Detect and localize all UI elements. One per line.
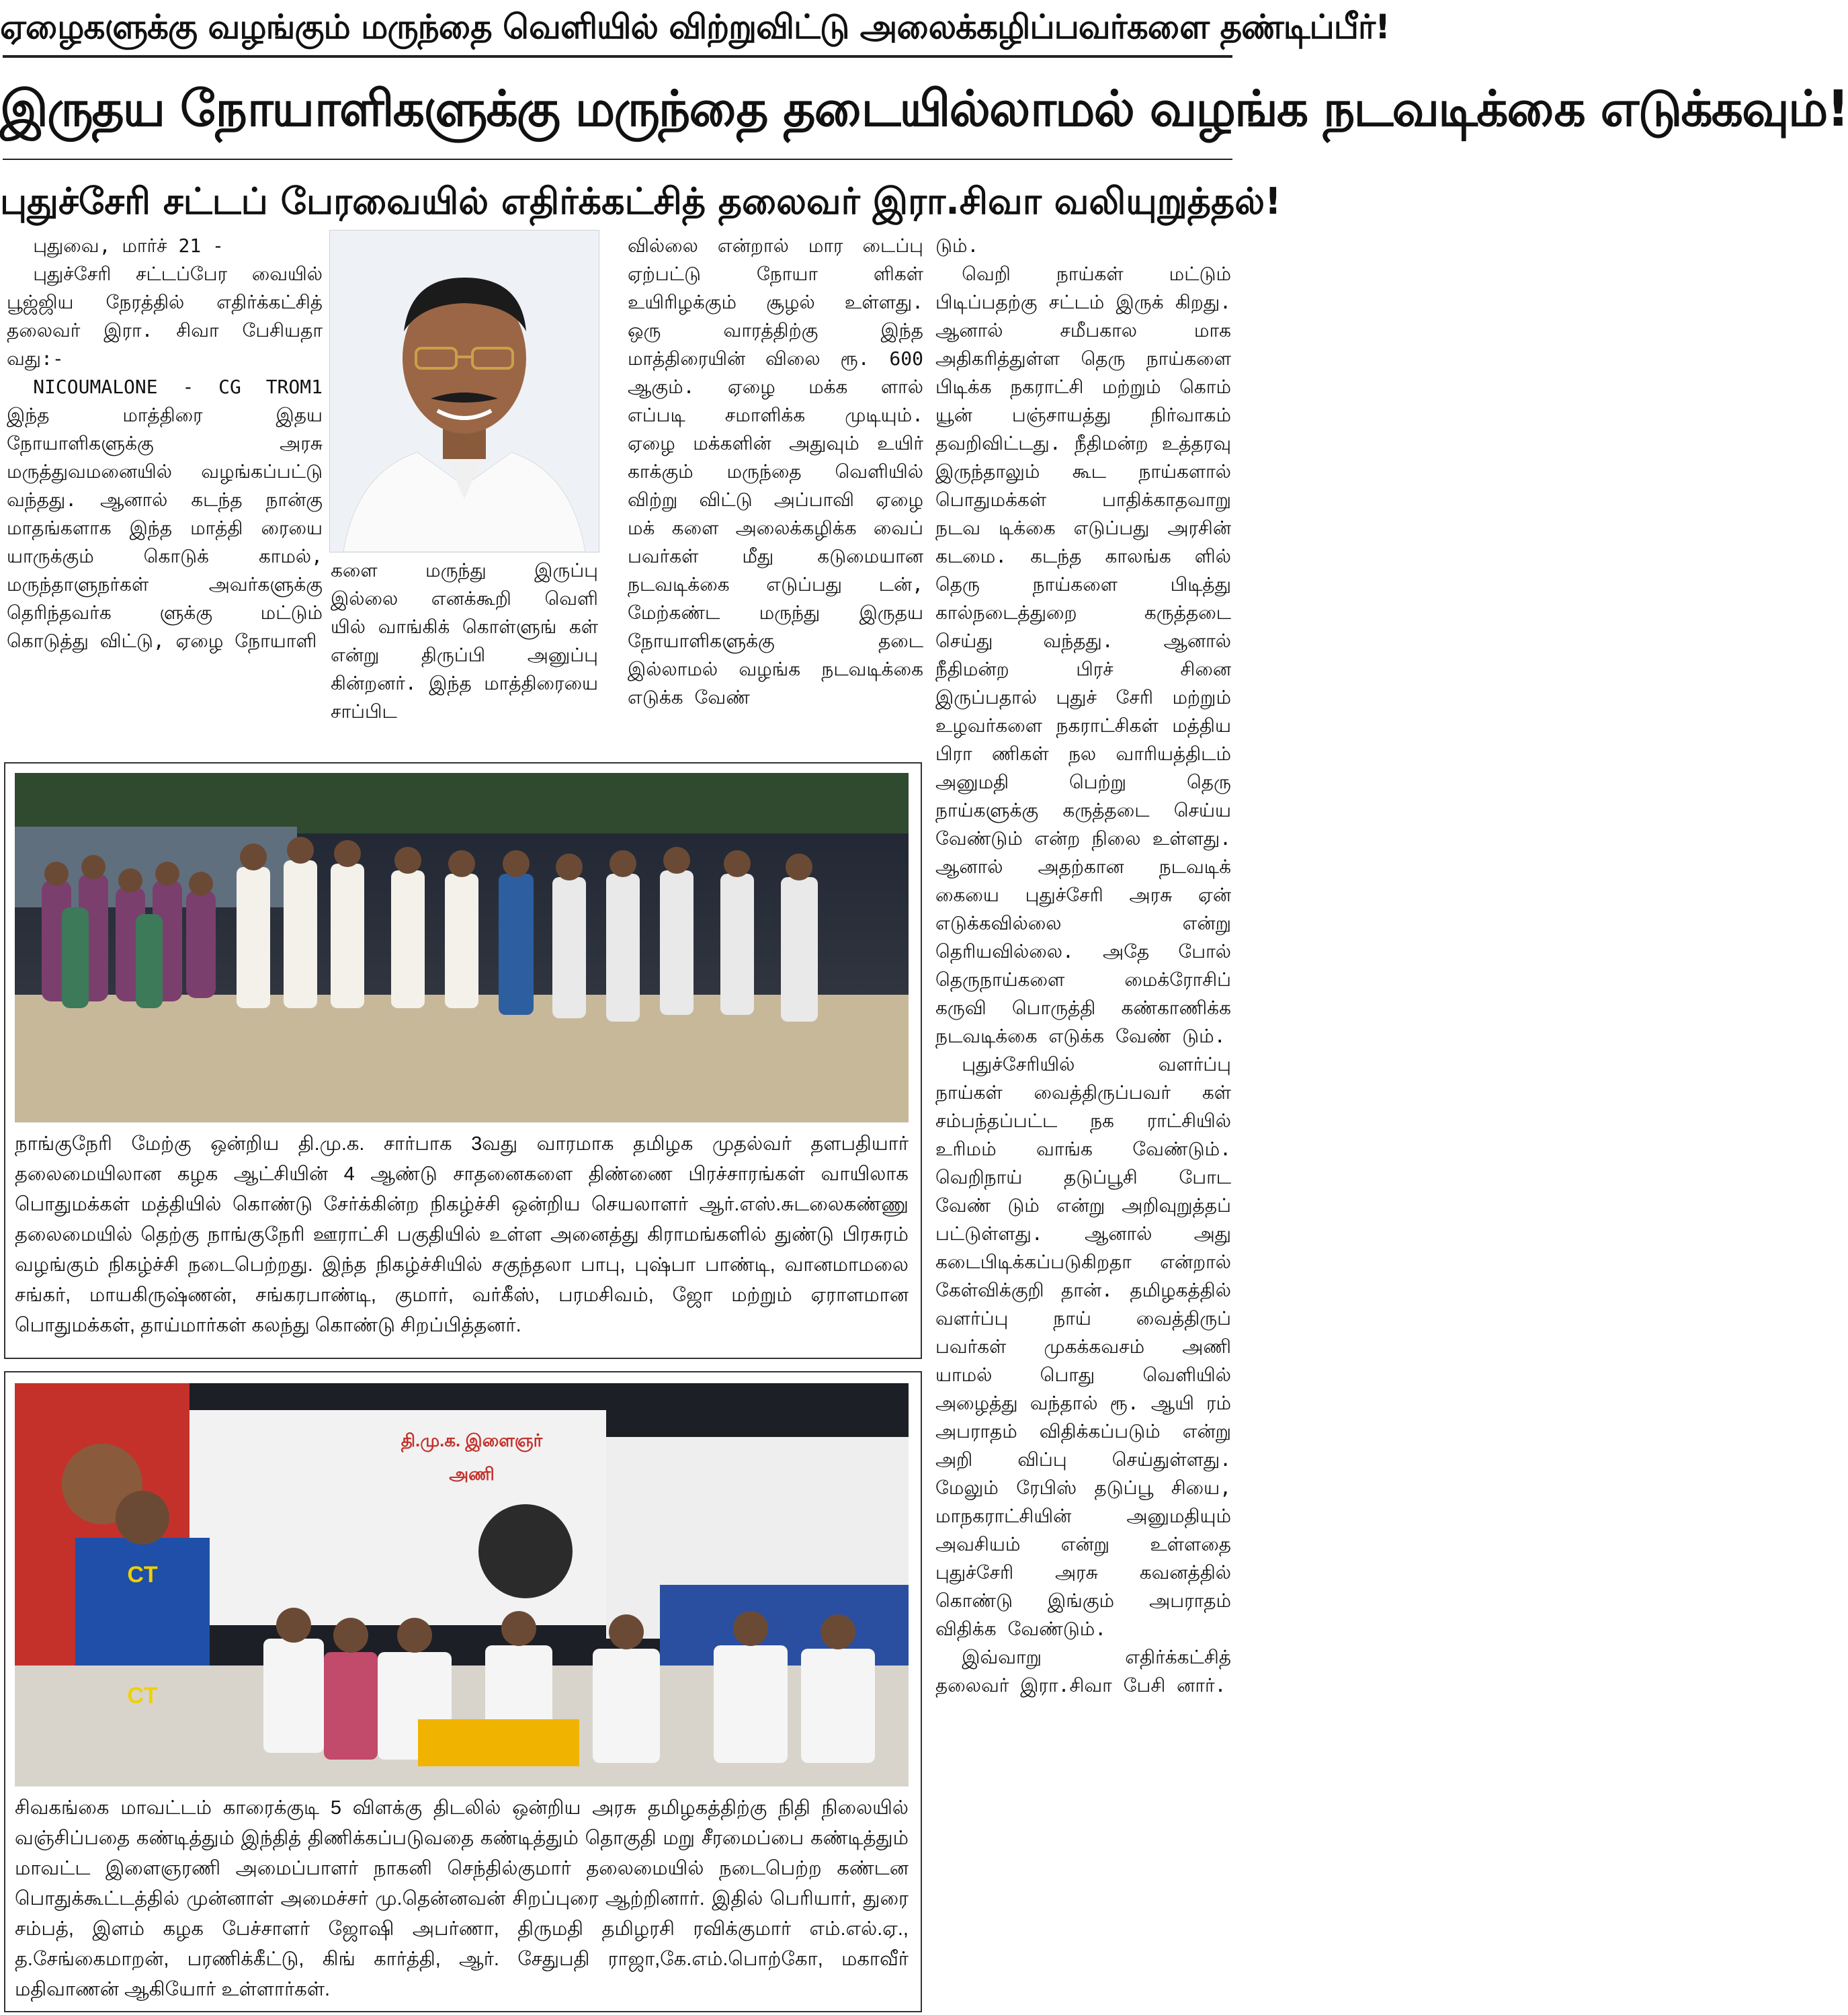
article-paragraph: வெறி நாய்கள் மட்டும் பிடிப்பதற்கு சட்டம் இருக் கிறது. ஆனால் சமீபகால மாக அதிகரித்துள்ள தெரு நாய்களை பிடிக்க நகராட்சி மற்றும் கொம் யூன் பஞ்சாயத்து நிர்வாகம் தவறிவிட்டது. நீதிமன்ற உத்தரவு இருந்தாலும் கூட நாய்களால் பொதுமக்கள் பாதிக்காதவாறு நடவ டிக்கை எடுப்பது அரசின் கடமை. கடந்த காலங்க ளில் தெரு நாய்களை பிடித்து கால்நடைத்துறை கருத்தடை செய்து வந்தது. ஆனால் நீதிமன்ற பிரச் சினை இருப்பதால் புதுச் சேரி மற்றும் உழவர்களை நகராட்சிகள் மத்திய பிரா ணிகள் நல வாரியத்திடம் அனுமதி பெற்று தெரு நாய்களுக்கு கருத்தடை செய்ய வேண்டும் என்ற நிலை உள்ளது. ஆனால் அதற்கான நடவடிக் கையை புதுச்சேரி அரசு ஏன் எடுக்கவில்லை என்று தெரியவில்லை. அதே போல் தெருநாய்களை மைக்ரோசிப் கருவி பொருத்தி கண்காணிக்க நடவடிக்கை எடுக்க வேண் டும். (935, 263, 1231, 1047)
portrait-illustration (330, 231, 599, 552)
kicker-headline: ஏழைகளுக்கு வழங்கும் மருந்தை வெளியில் விற்றுவிட்டு அலைக்கழிப்பவர்களை தண்டிப்பீர்! (0, 7, 1390, 46)
article-paragraph: வில்லை என்றால் மார டைப்பு ஏற்பட்டு நோயா ளிகள் உயிரிழக்கும் சூழல் உள்ளது. ஒரு வாரத்திற்கு இந்த மாத்திரையின் விலை ரூ. 600 ஆகும். ஏழை மக்க ளால் எப்படி சமாளிக்க முடியும். ஏழை மக்களின் அதுவும் உயிர் காக்கும் மருந்தை வெளியில் விற்று விட்டு அப்பாவி ஏழை மக் களை அலைக்கழிக்க வைப் பவர்கள் மீது கடுமையான நடவடிக்கை எடுப்பது டன், மேற்கண்ட மருந்து இருதய நோயாளிகளுக்கு தடை இல்லாமல் வழங்க நடவடிக்கை எடுக்க வேண் (628, 235, 923, 708)
article-column-1 (7, 232, 323, 733)
article-paragraph: களை மருந்து இருப்பு இல்லை எனக்கூறி வெளி யில் வாங்கிக் கொள்ளுங் கள் என்று திருப்பி அனுப்பு கின்றனர். இந்த மாத்திரையை சாப்பிட (331, 559, 598, 723)
main-headline: இருதய நோயாளிகளுக்கு மருந்தை தடையில்லாமல் வழங்க நடவடிக்கை எடுக்கவும்! (0, 80, 1848, 138)
article-column-4 (935, 232, 1231, 2006)
article-paragraph: இவ்வாறு எதிர்க்கட்சித் தலைவர் இரா.சிவா பேசி னார். (935, 1646, 1231, 1696)
sub-headline: புதுச்சேரி சட்டப் பேரவையில் எதிர்க்கட்சித் தலைவர் இரா.சிவா வலியுறுத்தல்! (0, 180, 1282, 222)
article-paragraph: NICOUMALONE - CG TROM1 இந்த மாத்திரை இதய நோயாளிகளுக்கு அரசு மருத்துவமனையில் வழங்கப்பட்டு வந்தது. ஆனால் கடந்த நான்கு மாதங்களாக இந்த மாத்தி ரையை யாருக்கும் கொடுக் காமல், மருந்தாளுநர்கள் அவர்களுக்கு தெரிந்தவர்க ளுக்கு மட்டும் கொடுத்து விட்டு, ஏழை நோயாளி (7, 376, 323, 652)
outreach-illustration (15, 773, 909, 1122)
kicker-rule (3, 55, 1232, 58)
podium-label: CT (127, 1562, 158, 1588)
podium-label: CT (127, 1683, 158, 1709)
photo-outreach-event (15, 773, 909, 1122)
article-paragraph: டும். (935, 235, 979, 257)
article-paragraph: புதுச்சேரியில் வளர்ப்பு நாய்கள் வைத்திருப்பவர் கள் சம்பந்தப்பட்ட நக ராட்சியில் உரிமம் வாங்க வேண்டும். வெறிநாய் தடுப்பூசி போட வேண் டும் என்று அறிவுறுத்தப் பட்டுள்ளது. ஆனால் அது கடைபிடிக்கப்படுகிறதா என்றால் கேள்விக்குறி தான். தமிழகத்தில் வளர்ப்பு நாய் வைத்திருப் பவர்கள் முகக்கவசம் அணி யாமல் பொது வெளியில் அழைத்து வந்தால் ரூ. ஆயி ரம் அபராதம் விதிக்கப்படும் என்று அறி விப்பு செய்துள்ளது. மேலும் ரேபிஸ் தடுப்பூ சியை, மாநகராட்சியின் அனுமதியும் அவசியம் என்று உள்ளதை புதுச்சேரி அரசு கவனத்தில் கொண்டு இங்கும் அபராதம் விதிக்க வேண்டும். (935, 1053, 1231, 1640)
headline-rule (3, 159, 1232, 160)
photo-public-meeting (15, 1383, 909, 1786)
banner-text: தி.மு.க. இளைஞர் அணி (401, 1430, 543, 1484)
dateline: புதுவை, மார்ச் 21 - (33, 235, 224, 257)
article-paragraph: புதுச்சேரி சட்டப்பேர வையில் பூஜ்ஜிய நேரத்தில் எதிர்க்கட்சித் தலைவர் இரா. சிவா பேசியதா வது:- (7, 263, 323, 370)
portrait-photo (329, 230, 599, 552)
article-column-3 (628, 232, 923, 733)
photo-2-caption: சிவகங்கை மாவட்டம் காரைக்குடி 5 விளக்கு திடலில் ஒன்றிய அரசு தமிழகத்திற்கு நிதி நிலையில் வஞ்சிப்பதை கண்டித்தும் இந்தித் திணிக்கப்படுவதை கண்டித்தும் தொகுதி மறு சீரமைப்பை கண்டித்தும் மாவட்ட இளைஞரணி அமைப்பாளர் நாகனி செந்தில்குமார் தலைமையில் நடைபெற்ற கண்டன பொதுக்கூட்டத்தில் முன்னாள் அமைச்சர் மு.தென்னவன் சிறப்புரை ஆற்றினார். இதில் பெரியார், துரை சம்பத், இளம் கழக பேச்சாளர் ஜோஷி அபர்ணா, திருமதி தமிழரசி ரவிக்குமார் எம்.எல்.ஏ., த.சேங்கைமாறன், பரணிக்கீட்டு, கிங் கார்த்தி, ஆர். சேதுபதி ராஜா,கே.எம்.பொற்கோ, மகாவீர் மதிவாணன் ஆகியோர் உள்ளார்கள். (15, 1797, 909, 2000)
photo-1-caption: நாங்குநேரி மேற்கு ஒன்றிய தி.மு.க. சார்பாக 3வது வாரமாக தமிழக முதல்வர் தளபதியார் தலைமையிலான கழக ஆட்சியின் 4 ஆண்டு சாதனைகளை திண்ணை பிரச்சாரங்கள் வாயிலாக பொதுமக்கள் மத்தியில் கொண்டு சேர்க்கின்ற நிகழ்ச்சி ஒன்றிய செயலாளர் ஆர்.எஸ்.சுடலைகண்ணு தலைமையில் தெற்கு நாங்குநேரி ஊராட்சி பகுதியில் உள்ள அனைத்து கிராமங்களில் துண்டு பிரசுரம் வழங்கும் நிகழ்ச்சி நடைபெற்றது. இந்த நிகழ்ச்சியில் சகுந்தலா பாபு, புஷ்பா பாண்டி, வானமாமலை சங்கர், மாயகிருஷ்ணன், சங்கரபாண்டி, குமார், வர்கீஸ், பரமசிவம், ஜோ மற்றும் ஏராளமான பொதுமக்கள், தாய்மார்கள் கலந்து கொண்டு சிறப்பித்தனர். (15, 1133, 909, 1336)
article-column-2 (331, 557, 598, 733)
